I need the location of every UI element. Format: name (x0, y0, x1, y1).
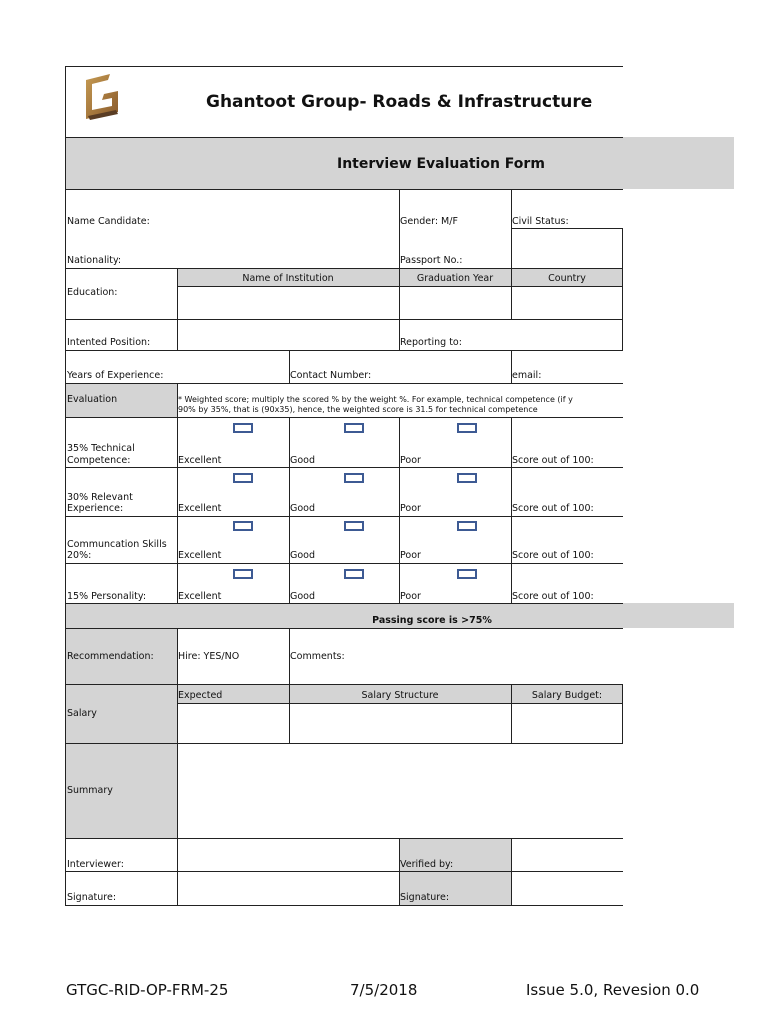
criterion-1-good-checkbox[interactable] (344, 423, 364, 433)
criterion-4-excellent: Excellent (178, 591, 222, 602)
criterion-4-good-checkbox[interactable] (344, 569, 364, 579)
criterion-4-poor: Poor (400, 591, 421, 602)
company-title: Ghantoot Group- Roads & Infrastructure (206, 92, 593, 112)
criterion-3-excellent: Excellent (178, 550, 222, 561)
criterion-1-score: Score out of 100: (512, 455, 594, 466)
education-label: Education: (67, 287, 118, 298)
criterion-2-poor: Poor (400, 503, 421, 514)
footer-issue: Issue 5.0, Revesion 0.0 (526, 981, 700, 999)
interviewer-label: Interviewer: (67, 859, 124, 870)
recommendation-label: Recommendation: (67, 651, 154, 662)
criterion-2-excellent-checkbox[interactable] (233, 473, 253, 483)
salary-budget: Salary Budget: (531, 690, 603, 701)
criterion-1-excellent-checkbox[interactable] (233, 423, 253, 433)
hire-field: Hire: YES/NO (178, 651, 240, 662)
evaluation-note-line2: 90% by 35%, that is (90x35), hence, the weighted score is 31.5 for technical competence (178, 405, 538, 414)
edu-col-country: Country (548, 273, 586, 284)
criterion-1-line2: Competence: (67, 455, 131, 466)
criterion-3-excellent-checkbox[interactable] (233, 521, 253, 531)
criterion-4-score: Score out of 100: (512, 591, 594, 602)
criterion-3-poor: Poor (400, 550, 421, 561)
criterion-2-good-checkbox[interactable] (344, 473, 364, 483)
criterion-1-poor-checkbox[interactable] (457, 423, 477, 433)
footer-date: 7/5/2018 (350, 981, 418, 999)
criterion-2-excellent: Excellent (178, 503, 222, 514)
comments-field: Comments: (290, 651, 345, 662)
criterion-3-score: Score out of 100: (512, 550, 594, 561)
summary-label: Summary (67, 785, 113, 796)
passing-score: Passing score is >75% (372, 615, 492, 626)
verified-by-label: Verified by: (400, 859, 454, 870)
criterion-2-line1: 30% Relevant (67, 492, 133, 503)
form-title: Interview Evaluation Form (337, 156, 545, 172)
criterion-3-line2: 20%: (67, 550, 92, 561)
nationality-label: Nationality: (67, 255, 122, 266)
passport-label: Passport No.: (400, 255, 463, 266)
criterion-3-good-checkbox[interactable] (344, 521, 364, 531)
email-label: email: (512, 370, 542, 381)
salary-expected: Expected (178, 690, 223, 701)
name-candidate-label: Name Candidate: (67, 216, 150, 227)
salary-label: Salary (67, 708, 97, 719)
criterion-2-poor-checkbox[interactable] (457, 473, 477, 483)
gender-label: Gender: M/F (400, 216, 458, 227)
signature-left-label: Signature: (67, 892, 117, 903)
criterion-2-good: Good (290, 503, 316, 514)
signature-right-label: Signature: (400, 892, 450, 903)
reporting-to-label: Reporting to: (400, 337, 462, 348)
evaluation-note-line1: * Weighted score; multiply the scored % by the weight %. For example, technical competence (if y (178, 395, 573, 404)
criterion-2-line2: Experience: (67, 503, 124, 514)
years-experience-label: Years of Experience: (67, 370, 164, 381)
contact-number-label: Contact Number: (290, 370, 372, 381)
criterion-3-line1: Communcation Skills (67, 539, 167, 550)
evaluation-note (178, 395, 622, 415)
edu-col-institution: Name of Institution (242, 273, 334, 284)
criterion-4-poor-checkbox[interactable] (457, 569, 477, 579)
footer-doc-code: GTGC-RID-OP-FRM-25 (66, 981, 229, 999)
criterion-4-excellent-checkbox[interactable] (233, 569, 253, 579)
criterion-3-good: Good (290, 550, 316, 561)
criterion-2-score: Score out of 100: (512, 503, 594, 514)
criterion-1-poor: Poor (400, 455, 421, 466)
evaluation-label: Evaluation (67, 394, 118, 405)
intended-position-label: Intented Position: (67, 337, 151, 348)
criterion-3-poor-checkbox[interactable] (457, 521, 477, 531)
criterion-1-good: Good (290, 455, 316, 466)
criterion-1-excellent: Excellent (178, 455, 222, 466)
salary-structure: Salary Structure (361, 690, 439, 701)
criterion-4-line2: 15% Personality: (67, 591, 147, 602)
criterion-4-good: Good (290, 591, 316, 602)
ghantoot-g-logo-icon (80, 72, 124, 122)
criterion-1-line1: 35% Technical (67, 443, 135, 454)
civil-status-label: Civil Status: (512, 216, 569, 227)
edu-col-year: Graduation Year (416, 273, 494, 284)
